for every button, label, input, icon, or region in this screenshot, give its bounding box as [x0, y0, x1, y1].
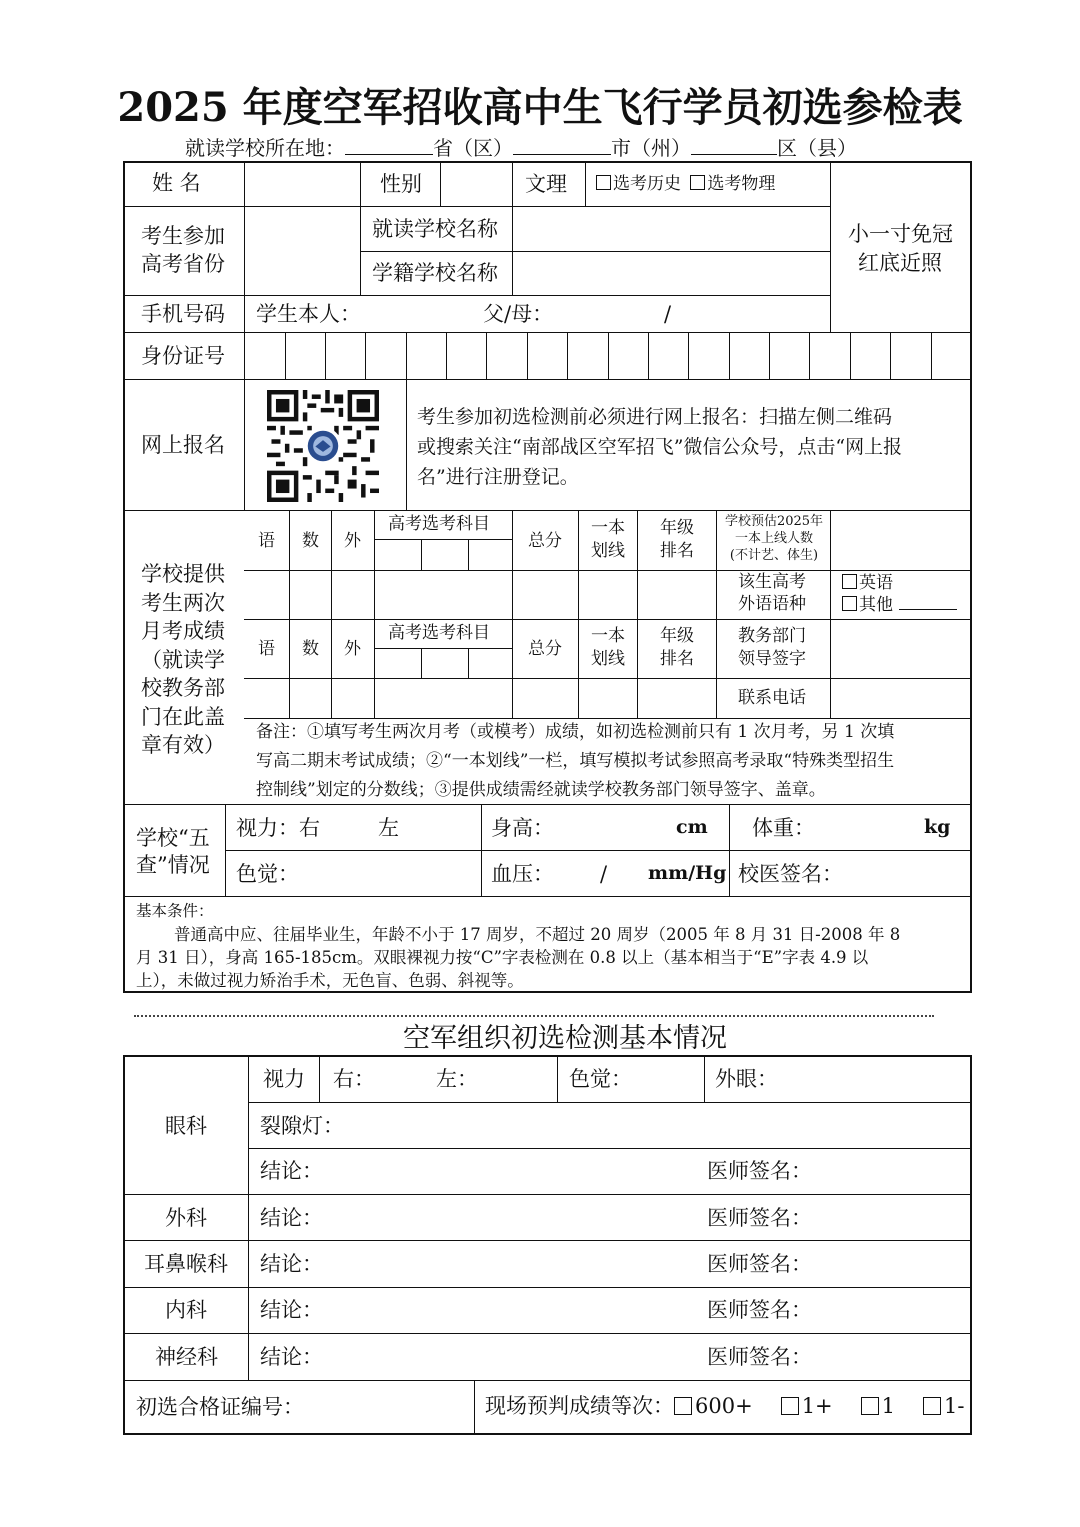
track-options — [596, 175, 775, 193]
exam-vision-left: 左： — [436, 1067, 478, 1091]
basic-title: 基本条件： — [136, 902, 214, 920]
grade-prediction — [485, 1396, 965, 1417]
basic-conditions — [136, 900, 900, 992]
language-label-b: 外语语种 — [738, 594, 806, 614]
online-text-line-2: 或搜索关注“南部战区空军招飞”微信公众号，点击“网上报 — [417, 436, 903, 458]
city-blank[interactable] — [513, 154, 611, 155]
contact-phone-label: 联系电话 — [738, 688, 806, 708]
phone-separator: / — [664, 302, 672, 326]
height-unit: cm — [676, 816, 708, 838]
register-school-label: 学籍学校名称 — [372, 261, 498, 285]
online-registration-text — [417, 402, 902, 492]
line-header-2b: 划线 — [591, 649, 625, 669]
province-blank[interactable] — [345, 154, 433, 155]
sign-label-a: 教务部门 — [738, 626, 806, 646]
grade-1-label: 1 — [881, 1394, 896, 1418]
chinese-header-2: 语 — [258, 639, 275, 659]
grade-1plus-checkbox[interactable] — [781, 1397, 799, 1415]
weight-unit: kg — [924, 816, 951, 838]
english-option: 英语 — [842, 574, 893, 592]
estimate-label-3: (不计艺、体生) — [729, 548, 819, 563]
other-checkbox[interactable] — [842, 596, 857, 611]
estimate-label-1: 学校预估2025年 — [724, 514, 824, 529]
name-label: 姓 名 — [152, 171, 201, 195]
vision-left-label: 左 — [378, 816, 399, 840]
location-prefix: 就读学校所在地： — [185, 136, 345, 160]
basic-line-2: 月 31 日），身高 165-185cm。双眼裸视力按“C”字表检测在 0.8 以上（基本相当于“E”字表 4.9 以 — [136, 948, 869, 967]
ent-dept-label: 耳鼻喉科 — [144, 1252, 228, 1276]
math-header-1: 数 — [302, 531, 319, 551]
school-location-line — [185, 138, 857, 158]
track-label: 文理 — [525, 172, 567, 196]
photo-area-line2: 红底近照 — [858, 251, 942, 275]
blood-pressure-separator: / — [600, 862, 608, 886]
surgery-dept-label: 外科 — [165, 1206, 207, 1230]
exam-color-vision: 色觉： — [569, 1067, 632, 1091]
rank-header-1a: 年级 — [660, 518, 694, 538]
rank-header-2a: 年级 — [660, 626, 694, 646]
qr-code-icon[interactable] — [266, 390, 380, 502]
five-checks-label-1: 学校“五 — [136, 826, 210, 850]
note-line-2: 写高二期末考试成绩；②“一本划线”一栏，填写模拟考试参照高考录取“特殊类型招生 — [256, 751, 895, 771]
county-label: 区（县） — [777, 136, 857, 160]
basic-line-3: 上），未做过视力矫治手术，无色盲、色弱、斜视等。 — [136, 971, 524, 990]
weight-label: 体重： — [752, 816, 815, 840]
grade-1minus-checkbox[interactable] — [923, 1397, 941, 1415]
line-header-1b: 划线 — [591, 541, 625, 561]
history-checkbox[interactable] — [596, 175, 611, 190]
school-doctor-sign-label: 校医签名： — [738, 862, 843, 886]
basic-line-1: 普通高中应、往届毕业生，年龄不小于 17 周岁，不超过 20 周岁（2005 年 8 月 31 日-2008 年 8 — [174, 925, 901, 944]
surgery-conclusion-label: 结论： — [260, 1206, 323, 1230]
ent-doctor-sign-label: 医师签名： — [707, 1252, 812, 1276]
sign-label-b: 领导签字 — [738, 649, 806, 669]
estimate-input[interactable] — [832, 512, 970, 568]
elective-header-1: 高考选考科目 — [388, 514, 490, 534]
exam-province-label-2: 高考省份 — [141, 252, 225, 276]
grade-600-label: 600+ — [695, 1394, 753, 1418]
line-header-2a: 一本 — [591, 626, 625, 646]
slit-lamp-label: 裂隙灯： — [260, 1114, 344, 1138]
internal-doctor-sign-label: 医师签名： — [707, 1298, 812, 1322]
other-option: 其他 — [842, 596, 957, 614]
blood-pressure-unit: mm/Hg — [648, 862, 727, 884]
foreign-header-1: 外 — [344, 531, 361, 551]
vision-right-label: 视力：右 — [236, 816, 320, 840]
note-line-1: 备注：①填写考生两次月考（或模考）成绩，如初选检测前只有 1 次月考，另 1 次填 — [256, 722, 895, 742]
school-name-label: 就读学校名称 — [372, 217, 498, 241]
total-header-2: 总分 — [528, 639, 562, 659]
internal-conclusion-label: 结论： — [260, 1298, 323, 1322]
neuro-doctor-sign-label: 医师签名： — [707, 1345, 812, 1369]
scores-note — [256, 718, 894, 805]
exam-vision-label: 视力 — [263, 1067, 305, 1091]
grade-600-checkbox[interactable] — [674, 1397, 692, 1415]
phone-self-label: 学生本人： — [256, 302, 361, 326]
estimate-label-2: 一本上线人数 — [734, 531, 813, 546]
gender-label: 性别 — [380, 172, 422, 196]
leader-signature-input[interactable] — [832, 621, 970, 677]
grade-1-checkbox[interactable] — [861, 1397, 879, 1415]
scores-side-label: 学校提供 考生两次 月考成绩 （就读学 校教务部 门在此盖 章有效） — [141, 562, 225, 757]
contact-phone-input[interactable] — [832, 680, 970, 717]
blood-pressure-label: 血压： — [491, 862, 554, 886]
elective-header-2: 高考选考科目 — [388, 623, 490, 643]
exam-vision-right: 右： — [333, 1067, 375, 1091]
language-label-a: 该生高考 — [738, 572, 806, 592]
certificate-number-label: 初选合格证编号： — [136, 1395, 304, 1419]
eye-doctor-sign-label: 医师签名： — [707, 1159, 812, 1183]
height-label: 身高： — [491, 816, 554, 840]
exam-table — [123, 1055, 972, 1435]
gender-input[interactable] — [442, 163, 510, 205]
neuro-dept-label: 神经科 — [155, 1345, 218, 1369]
photo-area-line1: 小一寸免冠 — [848, 222, 953, 246]
online-text-line-1: 考生参加初选检测前必须进行网上报名：扫描左侧二维码 — [417, 406, 893, 428]
city-label: 市（州） — [611, 136, 691, 160]
grade-label: 现场预判成绩等次： — [485, 1394, 674, 1418]
online-text-line-3: 名”进行注册登记。 — [417, 466, 579, 488]
exam-section-title: 空军组织初选检测基本情况 — [403, 1023, 727, 1054]
ent-conclusion-label: 结论： — [260, 1252, 323, 1276]
other-language-blank[interactable] — [899, 609, 957, 610]
county-blank[interactable] — [691, 154, 777, 155]
five-checks-label-2: 查”情况 — [136, 853, 210, 877]
rank-header-1b: 排名 — [660, 541, 694, 561]
school-name-input[interactable] — [514, 208, 828, 250]
line-header-1a: 一本 — [591, 518, 625, 538]
english-checkbox[interactable] — [842, 574, 857, 589]
phone-parent-label: 父/母： — [483, 302, 554, 326]
register-school-input[interactable] — [514, 253, 828, 294]
grade-1plus-label: 1+ — [801, 1394, 833, 1418]
exam-province-label-1: 考生参加 — [141, 224, 225, 248]
surgery-doctor-sign-label: 医师签名： — [707, 1206, 812, 1230]
math-header-2: 数 — [302, 639, 319, 659]
province-label: 省（区） — [433, 136, 513, 160]
cut-line-divider — [134, 1015, 934, 1017]
foreign-header-2: 外 — [344, 639, 361, 659]
eye-dept-label: 眼科 — [165, 1114, 207, 1138]
internal-dept-label: 内科 — [165, 1298, 207, 1322]
history-option-label: 选考历史 — [613, 174, 681, 194]
name-input[interactable] — [246, 163, 358, 205]
rank-header-2b: 排名 — [660, 649, 694, 669]
color-vision-label: 色觉： — [236, 862, 299, 886]
page-title: 2025 年度空军招收高中生飞行学员初选参检表 — [117, 84, 963, 131]
physics-checkbox[interactable] — [690, 175, 705, 190]
note-line-3: 控制线”划定的分数线；③提供成绩需经就读学校教务部门领导签字、盖章。 — [256, 780, 826, 800]
id-number-label: 身份证号 — [141, 344, 225, 368]
physics-option-label: 选考物理 — [707, 174, 776, 194]
phone-label: 手机号码 — [141, 302, 225, 326]
chinese-header-1: 语 — [258, 531, 275, 551]
exam-outer-eye: 外眼： — [715, 1067, 778, 1091]
eye-conclusion-label: 结论： — [260, 1159, 323, 1183]
online-registration-label: 网上报名 — [141, 433, 225, 457]
neuro-conclusion-label: 结论： — [260, 1345, 323, 1369]
total-header-1: 总分 — [528, 531, 562, 551]
grade-1minus-label: 1- — [944, 1394, 965, 1418]
